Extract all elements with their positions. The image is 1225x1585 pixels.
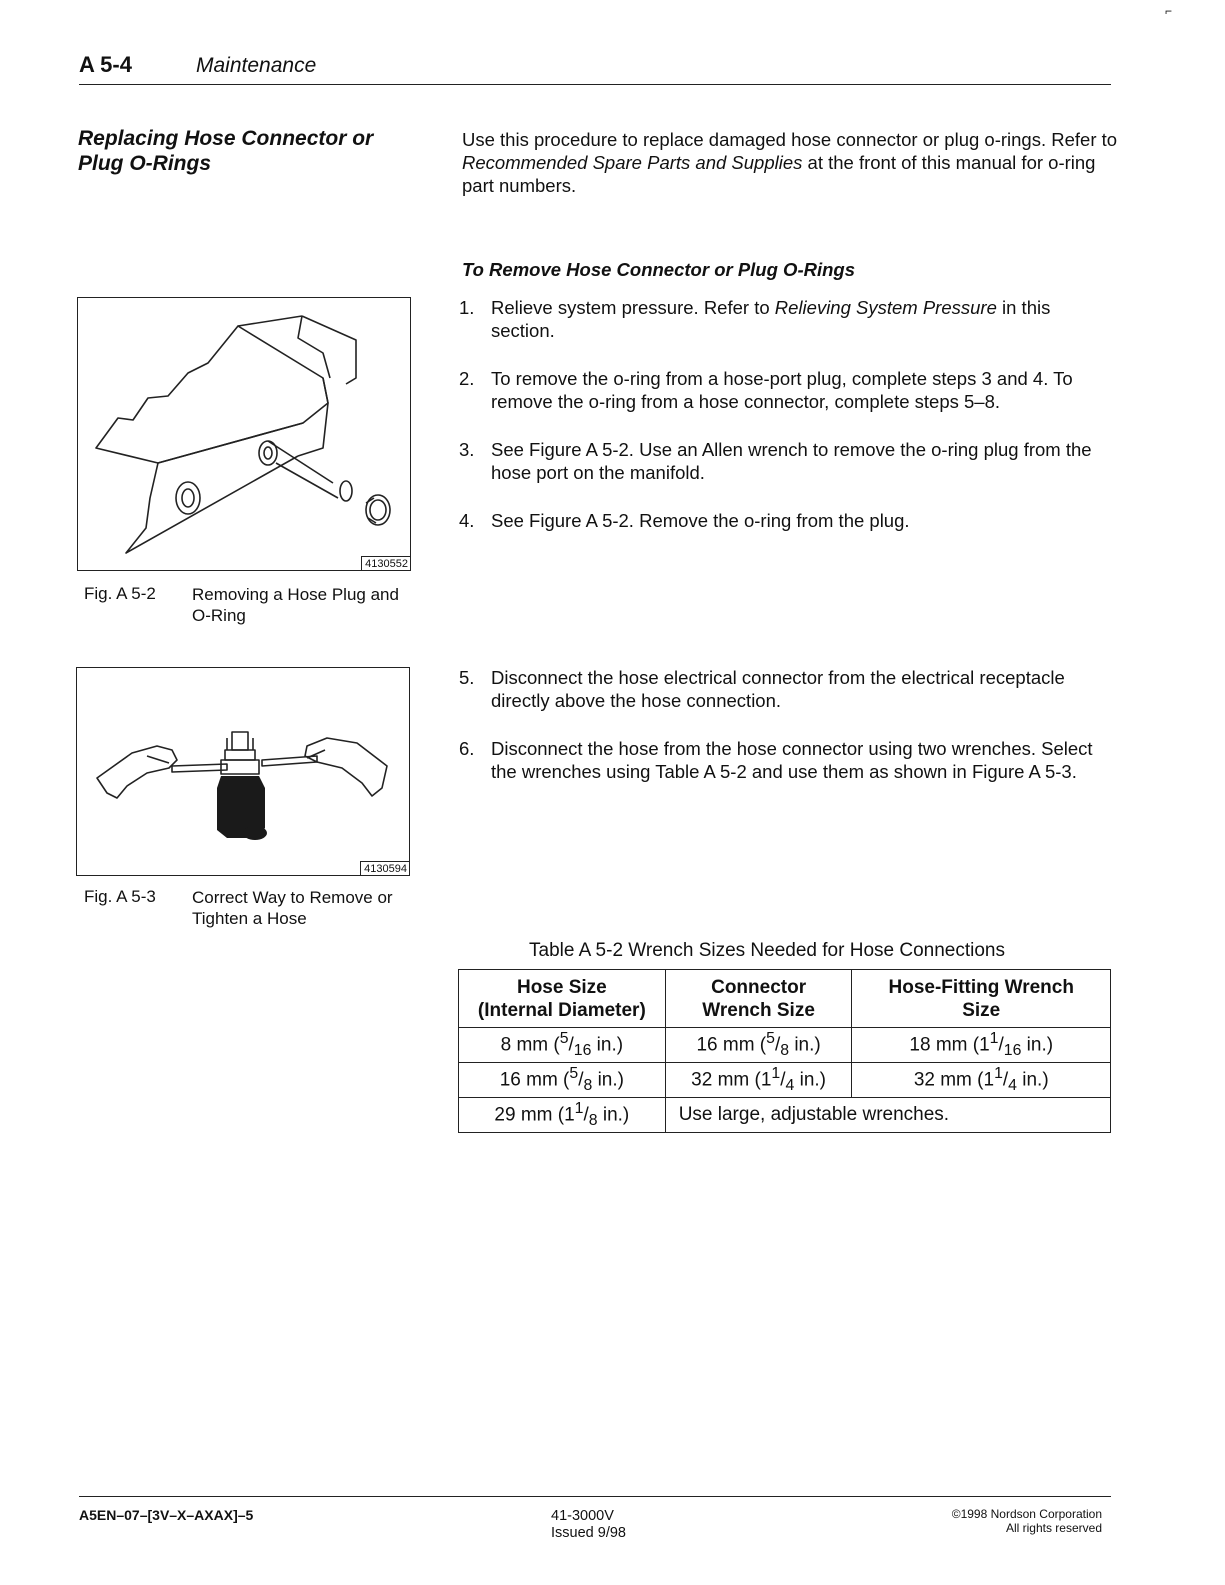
figure-id: 4130552 (361, 556, 410, 570)
intro-text-2: at the front of this manual for o-ring part numbers. (462, 152, 1096, 196)
copyright: ©1998 Nordson Corporation (951, 1507, 1102, 1521)
table-row (459, 1063, 1111, 1098)
cell-text: in.) (789, 1034, 821, 1056)
page-number: A 5-4 (79, 52, 132, 77)
step-text: See Figure A 5-2. Remove the o-ring from the plug. (491, 510, 910, 531)
wrench-size-table (458, 969, 1111, 1133)
intro-paragraph (462, 128, 1122, 197)
issue-date: Issued 9/98 (551, 1525, 626, 1541)
part-number-block (551, 1508, 626, 1542)
step-text: See Figure A 5-2. Use an Allen wrench to remove the o-ring plug from the hose port on the manifold. (491, 439, 1092, 483)
fraction-numerator: 5 (559, 1029, 569, 1047)
intro-text-1: Use this procedure to replace damaged hose connector or plug o-rings. Refer to (462, 129, 1118, 150)
figure-caption: Correct Way to Remove or Tighten a Hose (192, 888, 393, 928)
step-2 (459, 367, 1119, 413)
manifold-drawing (78, 298, 410, 570)
table-row (459, 1028, 1111, 1063)
figure-caption: Removing a Hose Plug and O-Ring (192, 585, 399, 625)
table-cell: 29 mm ($1^1/_8$ in.) (459, 1098, 666, 1133)
step-number: 5. (459, 667, 475, 688)
step-number: 6. (459, 738, 475, 759)
step-number: 1. (459, 297, 475, 318)
wrench-drawing (77, 668, 409, 875)
cell-text: 29 mm (1 (494, 1104, 575, 1126)
header-line: Hose-Fitting Wrench (888, 976, 1074, 998)
fraction-numerator: 5 (766, 1029, 775, 1047)
cell-text: 8 mm ( (500, 1034, 560, 1056)
copyright-block (900, 1507, 1102, 1535)
fraction-denominator: 8 (780, 1042, 790, 1060)
procedure-heading: To Remove Hose Connector or Plug O-Rings (462, 259, 855, 280)
column-header-hose-fitting-wrench (852, 970, 1111, 1028)
part-number: 41-3000V (551, 1508, 614, 1524)
figure-id: 4130594 (360, 861, 409, 875)
fraction-numerator: 1 (994, 1064, 1003, 1082)
rights-reserved: All rights reserved (1005, 1521, 1102, 1535)
cell-text: 32 mm (1 (691, 1069, 772, 1091)
fraction-denominator: 8 (588, 1112, 598, 1130)
cell-text: in.) (794, 1069, 827, 1091)
fraction-numerator: 1 (989, 1029, 999, 1047)
table-cell-merged: Use large, adjustable wrenches. (665, 1098, 1110, 1133)
step-number: 4. (459, 510, 475, 531)
cell-text: 16 mm ( (499, 1069, 570, 1091)
step-number: 2. (459, 368, 475, 389)
step-4 (459, 509, 1119, 532)
section-name: Maintenance (196, 54, 317, 77)
step-number: 3. (459, 439, 475, 460)
cell-text: in.) (592, 1069, 624, 1091)
document-code: A5EN–07–[3V–X–AXAX]–5 (79, 1507, 254, 1523)
step-1 (459, 296, 1119, 342)
table-cell: 16 mm ($^5/_8$ in.) (459, 1063, 666, 1098)
fraction-denominator: 16 (573, 1042, 592, 1060)
step-3 (459, 438, 1119, 484)
header-line: Wrench Size (702, 999, 815, 1021)
cell-text: 18 mm (1 (909, 1034, 990, 1056)
figure-label: Fig. A 5-2 (84, 584, 156, 603)
intro-reference: Recommended Spare Parts and Supplies (462, 152, 803, 173)
step-text-pre: Relieve system pressure. Refer to (491, 297, 775, 318)
header-rule (79, 84, 1111, 85)
column-header-connector-wrench (665, 970, 852, 1028)
fraction-numerator: 5 (569, 1064, 579, 1082)
figure-wrenches (76, 667, 410, 876)
table-cell: 18 mm ($1^1/_{16}$ in.) (852, 1028, 1111, 1063)
figure-label: Fig. A 5-3 (84, 887, 156, 906)
table-header-row (459, 970, 1111, 1028)
step-text: Disconnect the hose electrical connector from the electrical receptacle directly above the hose connection. (491, 667, 1065, 711)
cell-text: in.) (597, 1104, 630, 1126)
table-cell: 32 mm ($1^1/_4$ in.) (665, 1063, 852, 1098)
cell-text: 32 mm (1 (913, 1069, 995, 1091)
step-text: To remove the o-ring from a hose-port plug, complete steps 3 and 4. To remove the o-ring from a hose connector, complete steps 5–8. (491, 368, 1073, 412)
step-text-post: in this section. (491, 297, 1051, 341)
cell-text: in.) (1021, 1034, 1054, 1056)
fraction-denominator: 4 (785, 1077, 795, 1095)
step-6 (459, 737, 1119, 783)
header-line: Connector (711, 976, 807, 998)
table-cell: 8 mm ($^5/_{16}$ in.) (459, 1028, 666, 1063)
cell-text: in.) (591, 1034, 624, 1056)
table-cell: 16 mm ($^5/_8$ in.) (665, 1028, 852, 1063)
fraction-numerator: 1 (574, 1099, 584, 1117)
figure-hose-plug (77, 297, 411, 571)
fraction-denominator: 16 (1003, 1042, 1022, 1060)
section-title: Replacing Hose Connector or Plug O-Rings (78, 127, 374, 175)
column-header-hose-size (459, 970, 666, 1028)
step-5 (459, 666, 1119, 712)
fraction-denominator: 4 (1008, 1077, 1017, 1095)
scan-mark: ⌐ (1165, 4, 1173, 18)
fraction-numerator: 1 (771, 1064, 781, 1082)
cell-text: in.) (1016, 1069, 1049, 1091)
header-line: Hose Size (516, 976, 607, 998)
table-cell: 32 mm ($1^1/_4$ in.) (852, 1063, 1111, 1098)
footer-rule (79, 1496, 1111, 1497)
fraction-denominator: 8 (583, 1077, 593, 1095)
table-row (459, 1098, 1111, 1133)
cell-text: 16 mm ( (696, 1034, 767, 1056)
step-reference: Relieving System Pressure (774, 297, 997, 318)
header-line: (Internal Diameter) (477, 999, 646, 1021)
table-caption: Table A 5-2 Wrench Sizes Needed for Hose Connections (529, 940, 1005, 961)
header-line: Size (962, 999, 1001, 1021)
step-text (491, 296, 1119, 342)
step-text: Disconnect the hose from the hose connector using two wrenches. Select the wrenches using Table A 5-2 and use them as shown in Figure A 5-3. (491, 738, 1093, 782)
